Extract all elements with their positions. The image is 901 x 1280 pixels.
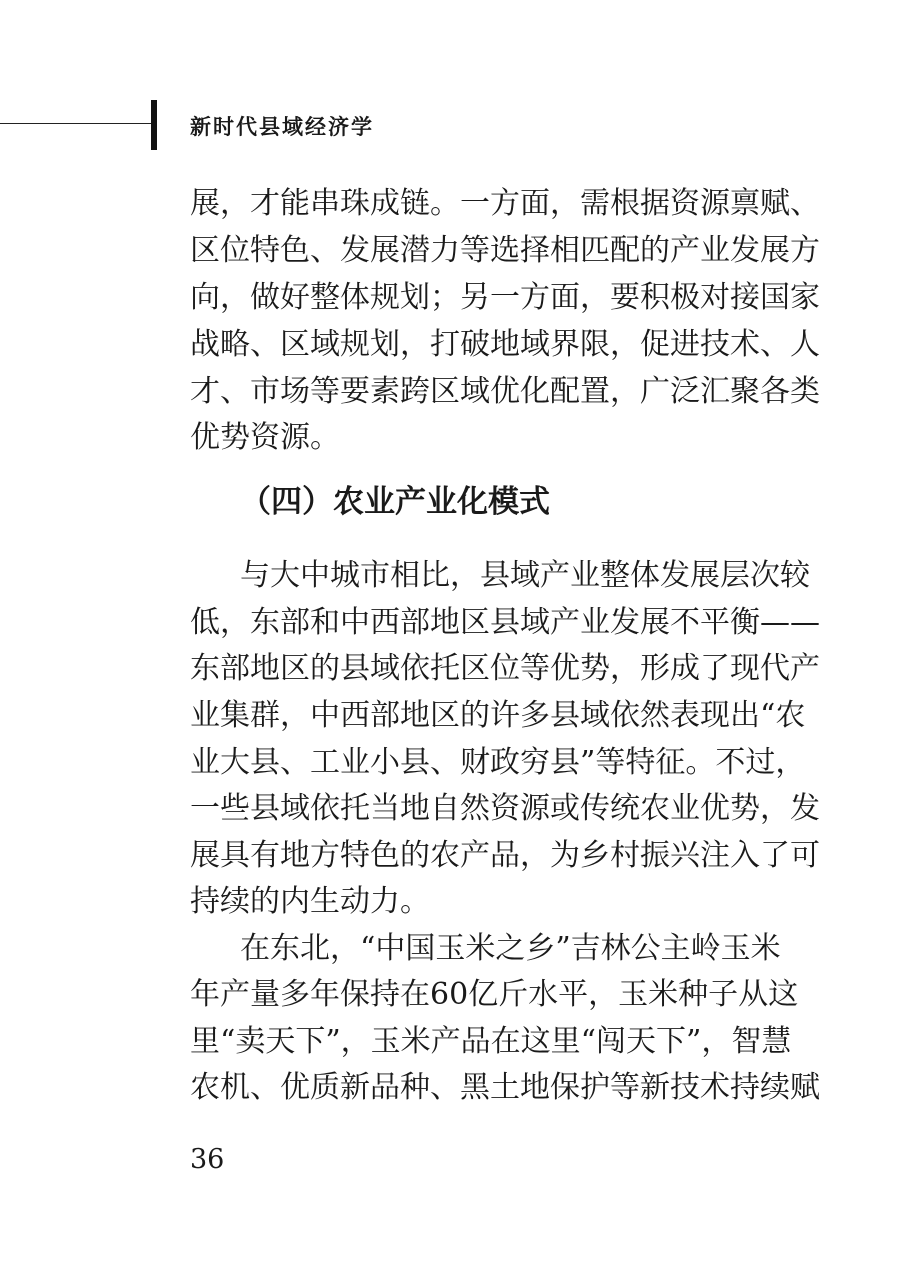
header-bar <box>151 100 157 150</box>
body-line: 战略、区域规划，打破地域界限，促进技术、人 <box>190 327 820 362</box>
body-line: 展，才能串珠成链。一方面，需根据资源禀赋、 <box>190 186 820 221</box>
body-line: 低，东部和中西部地区县域产业发展不平衡—— <box>190 605 820 640</box>
running-title: 新时代县域经济学 <box>190 115 374 139</box>
body-line: 区位特色、发展潜力等选择相匹配的产业发展方 <box>190 233 820 268</box>
body-line: 里“卖天下”，玉米产品在这里“闯天下”，智慧 <box>190 1024 792 1059</box>
body-line: 持续的内生动力。 <box>190 884 430 919</box>
page-number: 36 <box>190 1144 225 1175</box>
section-heading: （四）农业产业化模式 <box>240 484 550 520</box>
body-line: 一些县域依托当地自然资源或传统农业优势，发 <box>190 791 820 826</box>
body-line: 优势资源。 <box>190 420 340 455</box>
body-line: 年产量多年保持在60亿斤水平，玉米种子从这 <box>190 977 799 1012</box>
header-rule <box>0 123 152 124</box>
body-line: 在东北，“中国玉米之乡”吉林公主岭玉米 <box>240 931 781 966</box>
body-line: 与大中城市相比，县域产业整体发展层次较 <box>240 558 810 593</box>
body-line: 业集群，中西部地区的许多县域依然表现出“农 <box>190 698 806 733</box>
body-line: 东部地区的县域依托区位等优势，形成了现代产 <box>190 651 820 686</box>
body-line: 展具有地方特色的农产品，为乡村振兴注入了可 <box>190 838 820 873</box>
body-line: 业大县、工业小县、财政穷县”等特征。不过， <box>190 745 806 780</box>
body-line: 农机、优质新品种、黑土地保护等新技术持续赋 <box>190 1070 820 1105</box>
body-line: 向，做好整体规划；另一方面，要积极对接国家 <box>190 280 820 315</box>
body-line: 才、市场等要素跨区域优化配置，广泛汇聚各类 <box>190 374 820 409</box>
